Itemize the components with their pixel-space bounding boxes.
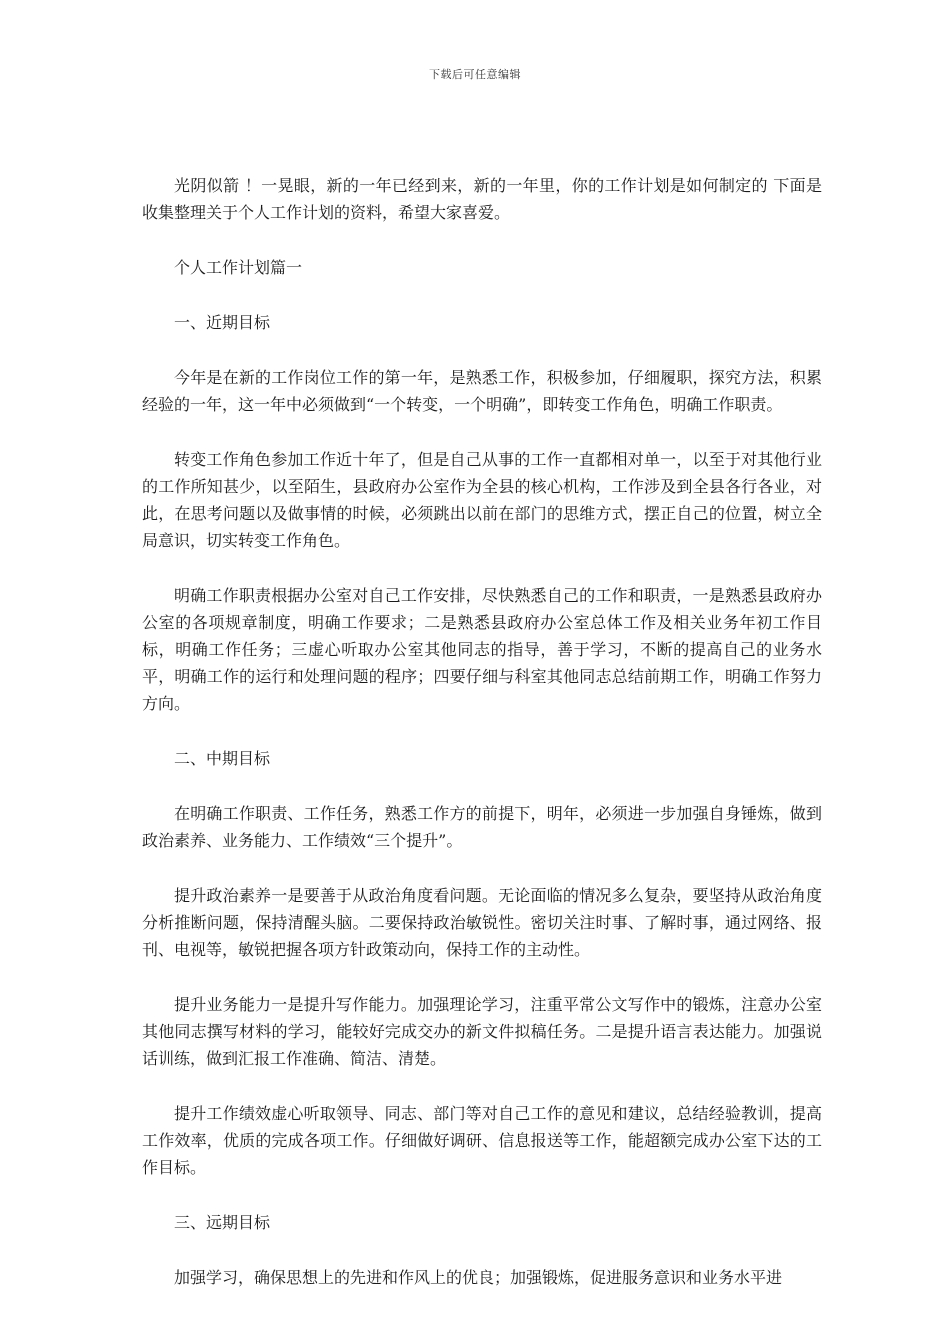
heading-mid-term-goals: 二、中期目标 [174,749,271,768]
page-header-note: 下载后可任意编辑 [429,68,521,81]
paragraph-political-literacy: 提升政治素养一是要善于从政治角度看问题。无论面临的情况多么复杂，要坚持从政治角度分析推断问题，保持清醒头脑。二要保持政治敏锐性。密切关注时事、了解时事，通过网络、报刊、电视等，敏锐把握各项方针政策动向，保持工作的主动性。 [142,886,822,959]
document-body [142,172,822,1291]
paragraph-long-term-overview: 加强学习，确保思想上的先进和作风上的优良；加强锻炼，促进服务意识和业务水平进 [174,1268,783,1287]
paragraph-change-role: 转变工作角色参加工作近十年了，但是自己从事的工作一直都相对单一，以至于对其他行业的工作所知甚少，以至陌生，县政府办公室作为全县的核心机构，工作涉及到全县各行各业，对此，在思考问题以及做事情的时候，必须跳出以前在部门的思维方式，摆正自己的位置，树立全局意识，切实转变工作角色。 [142,450,822,550]
paragraph-mid-term-overview: 在明确工作职责、工作任务，熟悉工作方的前提下，明年，必须进一步加强自身锤炼，做到政治素养、业务能力、工作绩效“三个提升”。 [142,804,822,850]
paragraph-short-term-overview: 今年是在新的工作岗位工作的第一年，是熟悉工作，积极参加，仔细履职，探究方法，积累经验的一年，这一年中必须做到“一个转变，一个明确”，即转变工作角色，明确工作职责。 [142,368,822,414]
intro-paragraph: 光阴似箭 ！一晃眼，新的一年已经到来，新的一年里，你的工作计划是如何制定的 下面是收集整理关于个人工作计划的资料，希望大家喜爱。 [142,176,822,222]
paragraph-business-ability: 提升业务能力一是提升写作能力。加强理论学习，注重平常公文写作中的锻炼，注意办公室其他同志撰写材料的学习，能较好完成交办的新文件拟稿任务。二是提升语言表达能力。加强说话训练，做到汇报工作准确、简洁、清楚。 [142,995,822,1068]
paragraph-clarify-duties: 明确工作职责根据办公室对自己工作安排，尽快熟悉自己的工作和职责，一是熟悉县政府办公室的各项规章制度，明确工作要求；二是熟悉县政府办公室总体工作及相关业务年初工作目标，明确工作任务；三虚心听取办公室其他同志的指导，善于学习，不断的提高自己的业务水平，明确工作的运行和处理问题的程序；四要仔细与科室其他同志总结前期工作，明确工作努力方向。 [142,586,822,713]
heading-long-term-goals: 三、远期目标 [174,1213,271,1232]
section-title: 个人工作计划篇一 [174,258,303,277]
heading-short-term-goals: 一、近期目标 [174,313,271,332]
paragraph-work-performance: 提升工作绩效虚心听取领导、同志、部门等对自己工作的意见和建议，总结经验教训，提高工作效率，优质的完成各项工作。仔细做好调研、信息报送等工作，能超额完成办公室下达的工作目标。 [142,1104,822,1177]
